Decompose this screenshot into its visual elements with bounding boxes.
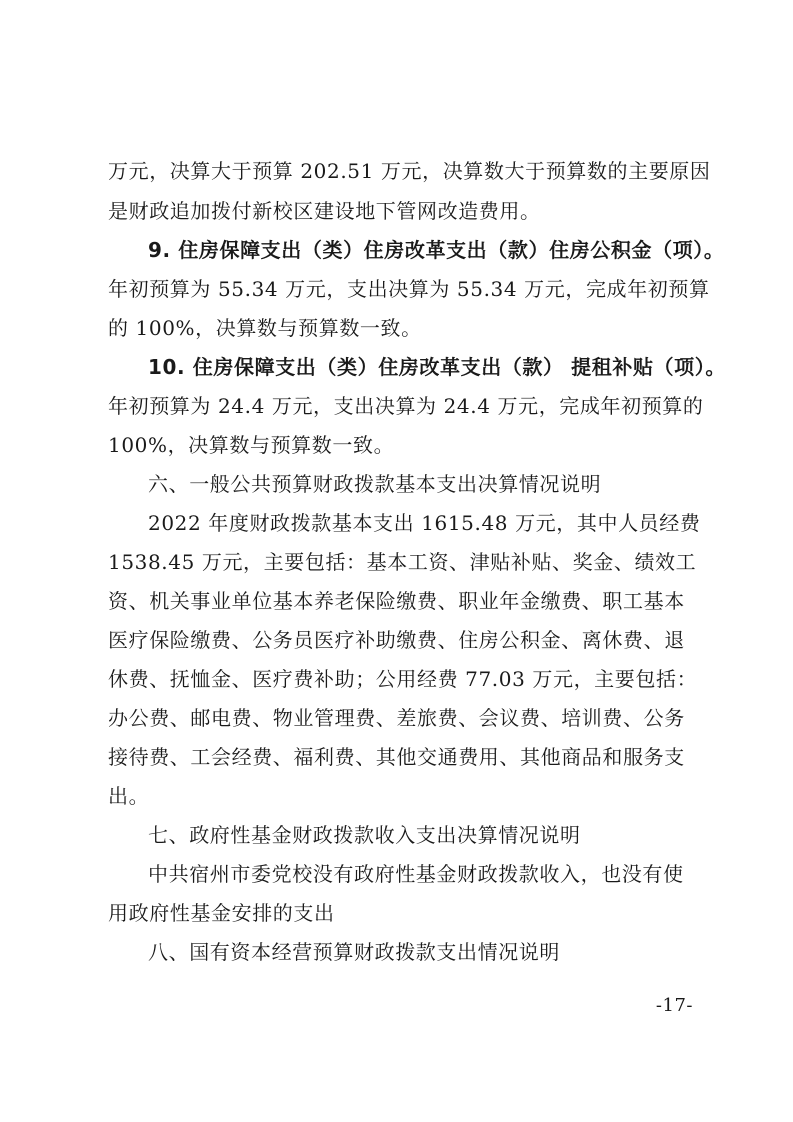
paragraph-line: 2022 年度财政拨款基本支出 1615.48 万元，其中人员经费 [148, 511, 701, 535]
paragraph-line: 年初预算为 55.34 万元，支出决算为 55.34 万元，完成年初预算 [108, 277, 710, 301]
paragraph-line: 年初预算为 24.4 万元，支出决算为 24.4 万元，完成年初预算的 [108, 394, 704, 418]
section-heading-7: 七、政府性基金财政拨款收入支出决算情况说明 [148, 823, 581, 847]
paragraph-line: 是财政追加拨付新校区建设地下管网改造费用。 [108, 199, 541, 223]
item-heading-rent-subsidy: 10. 住房保障支出（类）住房改革支出（款） 提租补贴（项）。 [148, 355, 726, 379]
paragraph-line: 办公费、邮电费、物业管理费、差旅费、会议费、培训费、公务 [108, 706, 685, 730]
page-number: -17- [655, 995, 693, 1016]
paragraph-line: 的 100%，决算数与预算数一致。 [108, 316, 422, 340]
paragraph-line: 出。 [108, 784, 150, 808]
paragraph-line: 接待费、工会经费、福利费、其他交通费用、其他商品和服务支 [108, 745, 685, 769]
section-heading-6: 六、一般公共预算财政拨款基本支出决算情况说明 [148, 472, 602, 496]
section-heading-8: 八、国有资本经营预算财政拨款支出情况说明 [148, 940, 560, 964]
paragraph-line: 100%，决算数与预算数一致。 [108, 433, 395, 457]
paragraph-line: 医疗保险缴费、公务员医疗补助缴费、住房公积金、离休费、退 [108, 628, 685, 652]
item-heading-housing-fund: 9. 住房保障支出（类）住房改革支出（款）住房公积金（项）。 [148, 238, 725, 262]
paragraph-line: 用政府性基金安排的支出 [108, 901, 335, 925]
paragraph-line: 中共宿州市委党校没有政府性基金财政拨款收入，也没有使 [148, 862, 684, 886]
paragraph-line: 资、机关事业单位基本养老保险缴费、职业年金缴费、职工基本 [108, 589, 685, 613]
paragraph-line: 休费、抚恤金、医疗费补助；公用经费 77.03 万元，主要包括： [108, 667, 698, 691]
paragraph-line: 万元，决算大于预算 202.51 万元，决算数大于预算数的主要原因 [108, 159, 711, 183]
paragraph-line: 1538.45 万元，主要包括：基本工资、津贴补贴、奖金、绩效工 [108, 550, 697, 574]
